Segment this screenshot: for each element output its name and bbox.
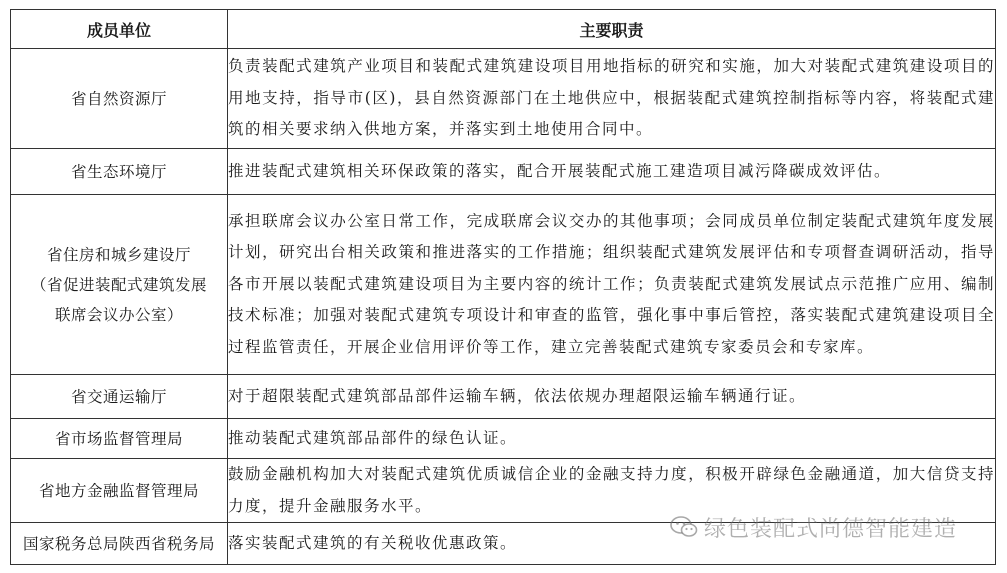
table-header-row <box>11 10 996 49</box>
member-duty-table <box>10 9 996 565</box>
table-row <box>11 419 996 459</box>
header-member-unit: 成员单位 <box>11 10 228 49</box>
table-row <box>11 459 996 523</box>
unit-cell: 国家税务总局陕西省税务局 <box>11 523 228 565</box>
table-row <box>11 149 996 195</box>
unit-cell: 省住房和城乡建设厅 （省促进装配式建筑发展 联席会议办公室） <box>11 195 228 375</box>
unit-cell: 省交通运输厅 <box>11 375 228 419</box>
unit-cell: 省自然资源厅 <box>11 49 228 149</box>
duty-cell: 推动装配式建筑部品部件的绿色认证。 <box>228 419 996 459</box>
header-main-duty: 主要职责 <box>228 10 996 49</box>
duty-cell: 落实装配式建筑的有关税收优惠政策。 <box>228 523 996 565</box>
table-row <box>11 523 996 565</box>
duty-cell: 对于超限装配式建筑部品部件运输车辆，依法依规办理超限运输车辆通行证。 <box>228 375 996 419</box>
table-row <box>11 49 996 149</box>
table-row <box>11 375 996 419</box>
unit-cell: 省生态环境厅 <box>11 149 228 195</box>
duty-cell: 推进装配式建筑相关环保政策的落实，配合开展装配式施工建造项目减污降碳成效评估。 <box>228 149 996 195</box>
duty-cell: 承担联席会议办公室日常工作，完成联席会议交办的其他事项；会同成员单位制定装配式建筑年度发展计划，研究出台相关政策和推进落实的工作措施；组织装配式建筑发展评估和专项督查调研活动，指导各市开展以装配式建筑建设项目为主要内容的统计工作；负责装配式建筑发展试点示范推广应用、编制技术标准；加强对装配式建筑专项设计和审查的监管，强化事中事后管控，落实装配式建筑建设项目全过程监管责任，开展企业信用评价等工作，建立完善装配式建筑专家委员会和专家库。 <box>228 195 996 375</box>
unit-cell: 省地方金融监督管理局 <box>11 459 228 523</box>
unit-cell: 省市场监督管理局 <box>11 419 228 459</box>
duty-cell: 鼓励金融机构加大对装配式建筑优质诚信企业的金融支持力度，积极开辟绿色金融通道，加大信贷支持力度，提升金融服务水平。 <box>228 459 996 523</box>
table-row <box>11 195 996 375</box>
duty-cell: 负责装配式建筑产业项目和装配式建筑建设项目用地指标的研究和实施，加大对装配式建筑建设项目的用地支持，指导市(区)，县自然资源部门在土地供应中，根据装配式建筑控制指标等内容，将装配式建筑的相关要求纳入供地方案，并落实到土地使用合同中。 <box>228 49 996 149</box>
watermark-text: 绿色装配式尚德智能建造 <box>704 516 958 542</box>
